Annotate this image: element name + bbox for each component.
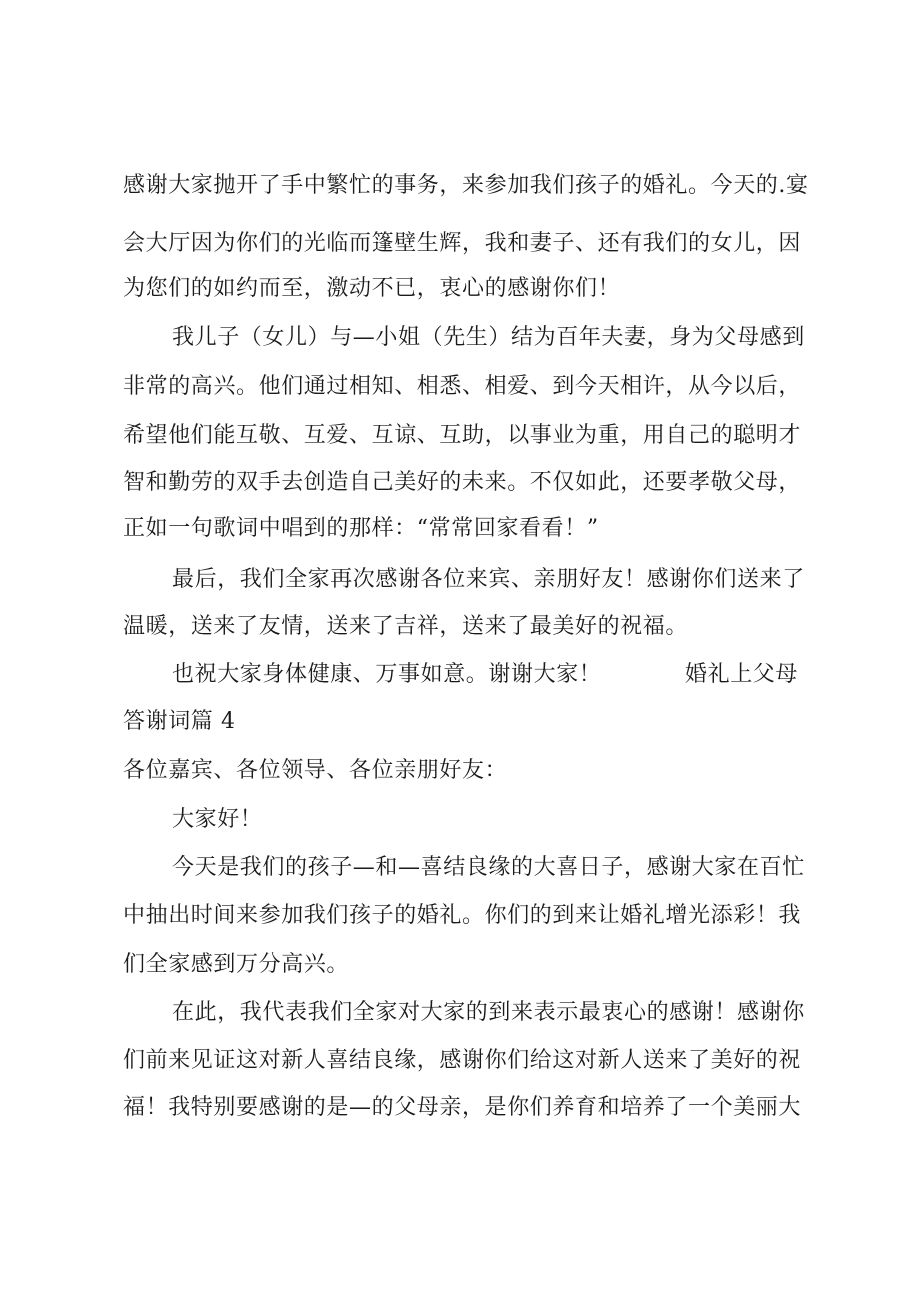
text-line: 希望他们能互敬、互爱、互谅、互助，以事业为重，用自己的聪明才 (123, 423, 802, 448)
text-line: 温暖，送来了友情，送来了吉祥，送来了最美好的祝福。 (123, 614, 689, 639)
paragraph-start-line: 在此，我代表我们全家对大家的到来表示最衷心的感谢！感谢你 (172, 1000, 805, 1025)
paragraph-start-line: 今天是我们的孩子—和—喜结良缘的大喜日子，感谢大家在百忙 (172, 855, 805, 880)
paragraph-start-line: 也祝大家身体健康、万事如意。谢谢大家！ (172, 662, 602, 687)
text-line: 智和勤劳的双手去创造自己美好的未来。不仅如此，还要孝敬父母， (123, 470, 802, 495)
text-line: 会大厅因为你们的光临而篷壁生辉，我和妻子、还有我们的女儿，因 (123, 231, 802, 256)
paragraph-start-line: 我儿子（女儿）与—小姐（先生）结为百年夫妻，身为父母感到 (172, 325, 805, 350)
text-line: 感谢大家抛开了手中繁忙的事务，来参加我们孩子的婚礼。今天的.宴 (123, 173, 809, 198)
text-line: 福！我特别要感谢的是—的父母亲，是你们养育和培养了一个美丽大 (123, 1095, 802, 1120)
paragraph-start-line: 最后，我们全家再次感谢各位来宾、亲朋好友！感谢你们送来了 (172, 567, 805, 592)
text-line: 正如一句歌词中唱到的那样：“常常回家看看！” (123, 516, 599, 541)
text-line: 们全家感到万分高兴。 (123, 952, 350, 977)
text-line: 为您们的如约而至，激动不已，衷心的感谢你们！ (123, 276, 621, 301)
section-heading: 答谢词篇 4 (123, 709, 236, 734)
text-line: 们前来见证这对新人喜结良缘，感谢你们给这对新人送来了美好的祝 (123, 1048, 802, 1073)
text-line: 非常的高兴。他们通过相知、相悉、相爱、到今天相许，从今以后， (123, 374, 802, 399)
salutation: 各位嘉宾、各位领导、各位亲朋好友： (123, 758, 508, 783)
text-line: 中抽出时间来参加我们孩子的婚礼。你们的到来让婚礼增光添彩！我 (123, 903, 802, 928)
greeting: 大家好！ (172, 807, 263, 832)
section-heading-fragment: 婚礼上父母 (685, 662, 799, 687)
